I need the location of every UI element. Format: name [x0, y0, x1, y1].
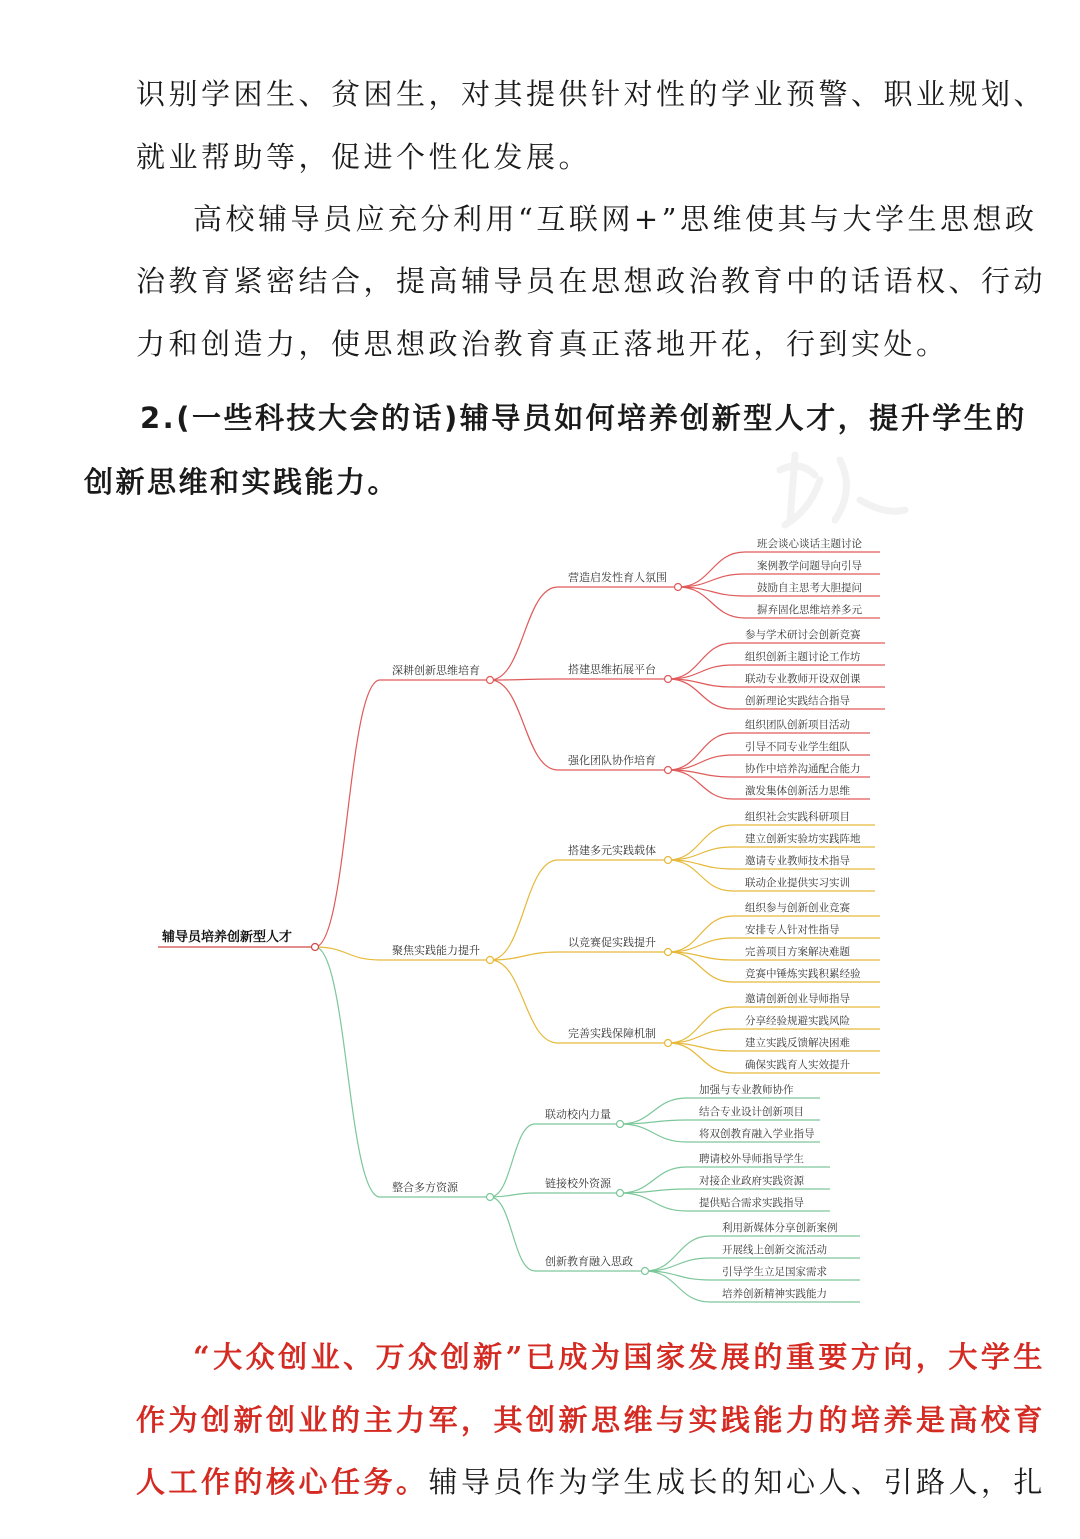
paragraph-line: 就业帮助等，促进个性化发展。: [136, 140, 592, 174]
leaf-label: 引导不同专业学生组队: [745, 741, 850, 753]
closing-text: 辅导员作为学生成长的知心人、引路人，扎: [428, 1465, 1047, 1499]
leaf-connector: [668, 643, 733, 679]
group-label: 链接校外资源: [545, 1177, 611, 1190]
group-knot: [665, 767, 672, 774]
group-connector: [490, 587, 558, 680]
leaf-connector: [668, 1007, 733, 1043]
leaf-label: 安排专人针对性指导: [745, 924, 840, 936]
leaf-connector: [620, 1120, 687, 1124]
branch-label: 整合多方资源: [392, 1181, 458, 1194]
group-knot: [675, 584, 682, 591]
group-label: 以竞赛促实践提升: [568, 936, 656, 949]
leaf-label: 竞赛中锤炼实践积累经验: [745, 968, 861, 980]
leaf-label: 引导学生立足国家需求: [722, 1266, 827, 1278]
group-knot: [617, 1190, 624, 1197]
leaf-label: 对接企业政府实践资源: [699, 1175, 804, 1187]
root-node-label: 辅导员培养创新型人才: [162, 930, 293, 945]
group-label: 联动校内力量: [545, 1108, 611, 1121]
branch-label: 聚焦实践能力提升: [392, 944, 480, 957]
leaf-label: 班会谈心谈话主题讨论: [757, 538, 862, 550]
group-knot: [617, 1121, 624, 1128]
group-connector: [490, 960, 558, 1043]
group-knot: [642, 1268, 649, 1275]
branch-label: 深耕创新思维培育: [392, 664, 480, 677]
leaf-label: 组织团队创新项目活动: [745, 719, 850, 731]
leaf-label: 鼓励自主思考大胆提问: [757, 582, 862, 594]
closing-line: 作为创新创业的主力军，其创新思维与实践能力的培养是高校育: [136, 1403, 1047, 1437]
leaf-label: 建立实践反馈解决困难: [745, 1037, 850, 1049]
leaf-label: 摒弃固化思维培养多元: [757, 604, 862, 616]
leaf-label: 确保实践育人实效提升: [745, 1059, 850, 1071]
leaf-label: 邀请创新创业导师指导: [745, 993, 850, 1005]
leaf-label: 组织社会实践科研项目: [745, 811, 850, 823]
leaf-connector: [668, 916, 733, 952]
group-connector: [490, 679, 558, 680]
root-knot: [312, 944, 319, 951]
leaf-connector: [645, 1236, 710, 1271]
closing-line: “大众创业、万众创新”已成为国家发展的重要方向，大学生: [193, 1340, 1046, 1374]
leaf-label: 联动专业教师开设双创课: [745, 673, 861, 685]
paragraph-line: 高校辅导员应充分利用“互联网+”思维使其与大学生思想政: [193, 202, 1038, 236]
group-label: 营造启发性育人氛围: [568, 571, 667, 584]
heading-line: 创新思维和实践能力。: [84, 465, 400, 499]
leaf-connector: [668, 825, 733, 860]
group-connector: [490, 860, 558, 960]
leaf-connector: [668, 770, 733, 799]
leaf-label: 创新理论实践结合指导: [745, 695, 850, 707]
leaf-connector: [668, 733, 733, 770]
group-connector: [490, 1124, 535, 1197]
paragraph-line: 治教育紧密结合，提高辅导员在思想政治教育中的话语权、行动: [136, 264, 1047, 298]
leaf-connector: [668, 755, 733, 770]
leaf-label: 加强与专业教师协作: [699, 1084, 794, 1096]
group-label: 完善实践保障机制: [568, 1027, 656, 1040]
branch-knot: [487, 677, 494, 684]
leaf-connector: [668, 1029, 733, 1043]
leaf-label: 将双创教育融入学业指导: [699, 1128, 815, 1140]
leaf-connector: [678, 552, 745, 587]
group-connector: [490, 1197, 535, 1271]
branch-connector: [315, 680, 380, 947]
leaf-label: 培养创新精神实践能力: [722, 1288, 827, 1300]
group-label: 强化团队协作培育: [568, 754, 656, 767]
closing-line: [136, 1460, 1046, 1501]
group-connector: [490, 680, 558, 770]
leaf-connector: [645, 1258, 710, 1271]
leaf-label: 利用新媒体分享创新案例: [722, 1222, 838, 1234]
mind-map: [0, 535, 1080, 1325]
leaf-connector: [620, 1189, 687, 1193]
leaf-label: 邀请专业教师技术指导: [745, 855, 850, 867]
group-knot: [665, 949, 672, 956]
leaf-label: 提供贴合需求实践指导: [699, 1197, 804, 1209]
leaf-connector: [668, 847, 733, 860]
leaf-connector: [678, 574, 745, 587]
leaf-label: 组织创新主题讨论工作坊: [745, 651, 861, 663]
leaf-label: 组织参与创新创业竞赛: [745, 902, 850, 914]
leaf-label: 分享经验规避实践风险: [745, 1015, 850, 1027]
leaf-connector: [620, 1124, 687, 1142]
branch-knot: [487, 1194, 494, 1201]
heading-line: 2.(一些科技大会的话)辅导员如何培养创新型人才，提升学生的: [140, 401, 1027, 435]
branch-connector: [315, 947, 380, 1197]
leaf-connector: [620, 1193, 687, 1211]
leaf-connector: [668, 938, 733, 952]
leaf-label: 案例教学问题导向引导: [757, 560, 862, 572]
leaf-label: 聘请校外导师指导学生: [699, 1153, 804, 1165]
group-label: 搭建思维拓展平台: [568, 663, 656, 676]
closing-emphasis: 人工作的核心任务。: [136, 1465, 429, 1499]
leaf-label: 开展线上创新交流活动: [722, 1244, 827, 1256]
leaf-label: 完善项目方案解决难题: [745, 946, 850, 958]
group-knot: [665, 1040, 672, 1047]
group-knot: [665, 857, 672, 864]
leaf-label: 联动企业提供实习实训: [745, 877, 850, 889]
leaf-connector: [668, 665, 733, 679]
leaf-label: 参与学术研讨会创新竞赛: [745, 629, 861, 641]
leaf-label: 协作中培养沟通配合能力: [745, 763, 861, 775]
leaf-label: 激发集体创新活力思维: [745, 785, 850, 797]
group-knot: [665, 676, 672, 683]
branch-knot: [487, 957, 494, 964]
paragraph-line: 识别学困生、贫困生，对其提供针对性的学业预警、职业规划、: [136, 77, 1047, 111]
branch-connector: [315, 947, 380, 960]
leaf-label: 建立创新实验坊实践阵地: [745, 833, 861, 845]
watermark-logo: [760, 440, 910, 530]
paragraph-line: 力和创造力，使思想政治教育真正落地开花，行到实处。: [136, 327, 949, 361]
group-label: 创新教育融入思政: [545, 1255, 633, 1268]
leaf-label: 结合专业设计创新项目: [699, 1106, 804, 1118]
group-label: 搭建多元实践载体: [568, 844, 656, 857]
